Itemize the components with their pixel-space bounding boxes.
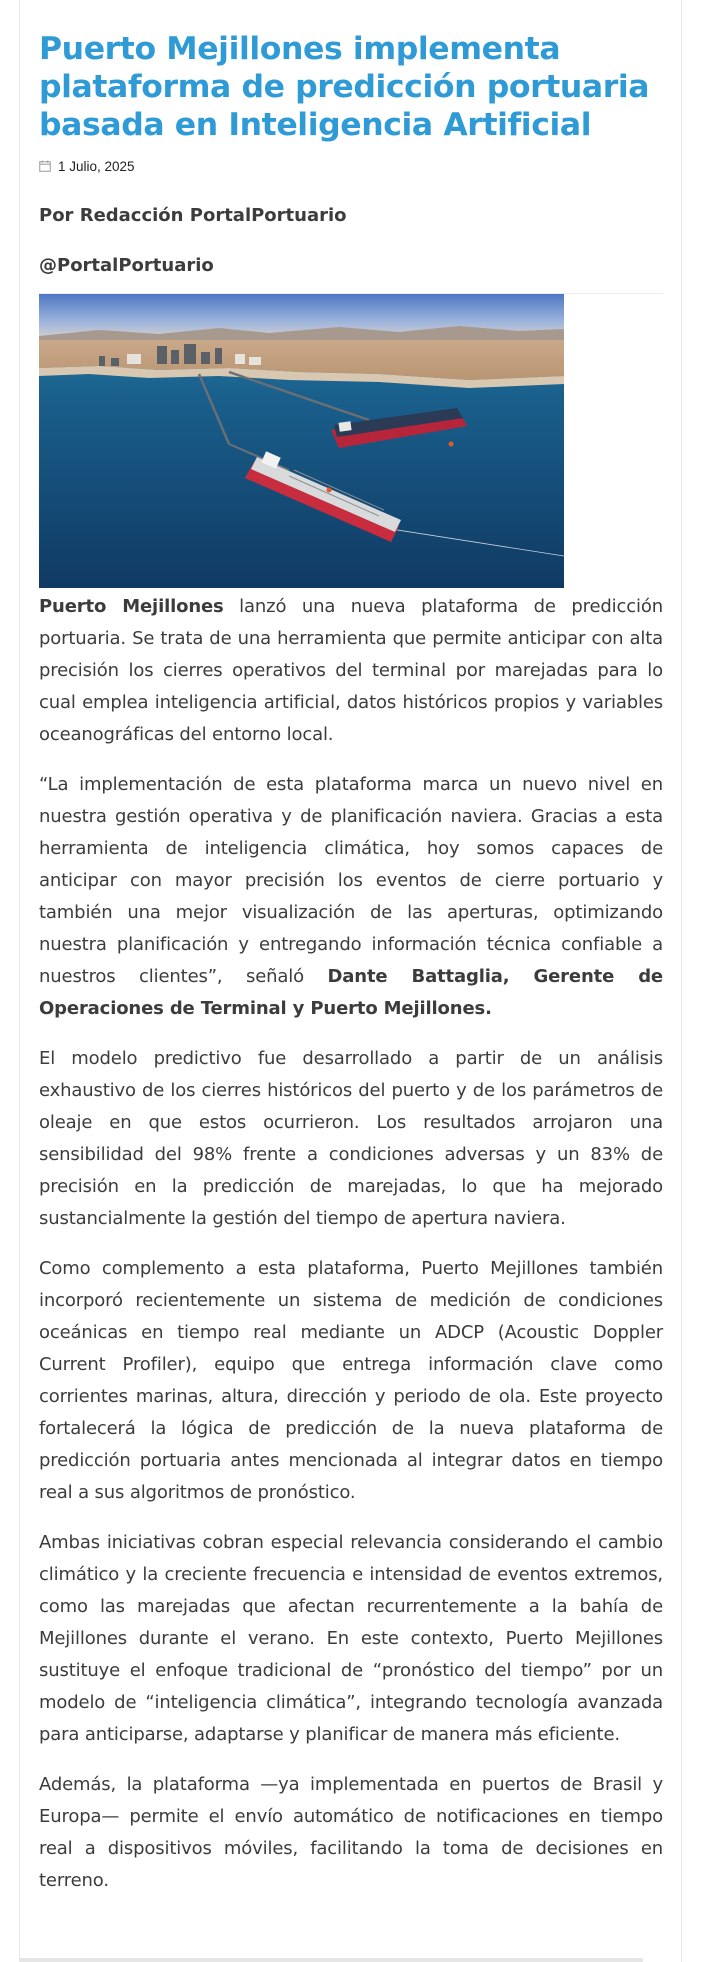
article-title: Puerto Mejillones implementa plataforma de predicción portuaria basada en Inteligencia Artificial [39, 31, 650, 143]
article-paragraph-3: El modelo predictivo fue desarrollado a partir de un análisis exhaustivo de los cierres históricos del puerto y de los parámetros de oleaje en que estos ocurrieron. Los resultados arrojaron una sensibilidad del 98% frente a condiciones adversas y un 83% de precisión en la predicción de marejadas, lo que ha mejorado sustancialmente la gestión del tiempo de apertura naviera. [39, 1048, 663, 1229]
article-card [19, 0, 682, 1962]
article-byline: Por Redacción PortalPortuario [39, 205, 347, 226]
paragraph-1-text: lanzó una nueva plataforma de predicción portuaria. Se trata de una herramienta que permite anticipar con alta precisión los cierres operativos del terminal por marejadas para lo cual emplea inteligencia artificial, datos históricos propios y variables oceanográficas del entorno local. [39, 596, 663, 745]
paragraph-2-attribution: Dante Battaglia, Gerente de Operaciones de Terminal y Puerto Mejillones. [39, 966, 663, 1019]
article-paragraph-2 [39, 769, 663, 1025]
calendar-icon [39, 160, 51, 172]
article-paragraph-5: Ambas iniciativas cobran especial relevancia considerando el cambio climático y la creciente frecuencia e intensidad de eventos extremos, como las marejadas que afectan recurrentemente a la bahía de Mejillones durante el verano. En este contexto, Puerto Mejillones sustituye el enfoque tradicional de “pronóstico del tiempo” por un modelo de “inteligencia climática”, integrando tecnología avanzada para anticiparse, adaptarse y planificar de manera más eficiente. [39, 1532, 663, 1745]
article-date: 1 Julio, 2025 [58, 158, 135, 174]
author-handle-link[interactable]: @PortalPortuario [39, 255, 214, 276]
article-content [39, 0, 663, 1897]
hero-image-port-aerial [39, 294, 564, 588]
article-paragraph-1 [39, 591, 663, 751]
footer-divider [19, 1958, 643, 1962]
article-paragraph-6: Además, la plataforma —ya implementada en puertos de Brasil y Europa— permite el envío automático de notificaciones en tiempo real a dispositivos móviles, facilitando la toma de decisiones en terreno. [39, 1774, 663, 1891]
article-paragraph-4: Como complemento a esta plataforma, Puerto Mejillones también incorporó recientemente un sistema de medición de condiciones oceánicas en tiempo real mediante un ADCP (Acoustic Doppler Current Profiler), equipo que entrega información clave como corrientes marinas, altura, dirección y periodo de ola. Este proyecto fortalecerá la lógica de predicción de la nueva plataforma de predicción portuaria antes mencionada al integrar datos en tiempo real a sus algoritmos de pronóstico. [39, 1258, 663, 1503]
article-meta [39, 158, 663, 174]
paragraph-2-quote: “La implementación de esta plataforma marca un nuevo nivel en nuestra gestión operativa y de planificación naviera. Gracias a esta herramienta de inteligencia climática, hoy somos capaces de anticipar con mayor precisión los eventos de cierre portuario y también una mejor visualización de las aperturas, optimizando nuestra planificación y entregando información técnica confiable a nuestros clientes”, señaló [39, 774, 663, 987]
paragraph-1-lead: Puerto Mejillones [39, 596, 224, 617]
